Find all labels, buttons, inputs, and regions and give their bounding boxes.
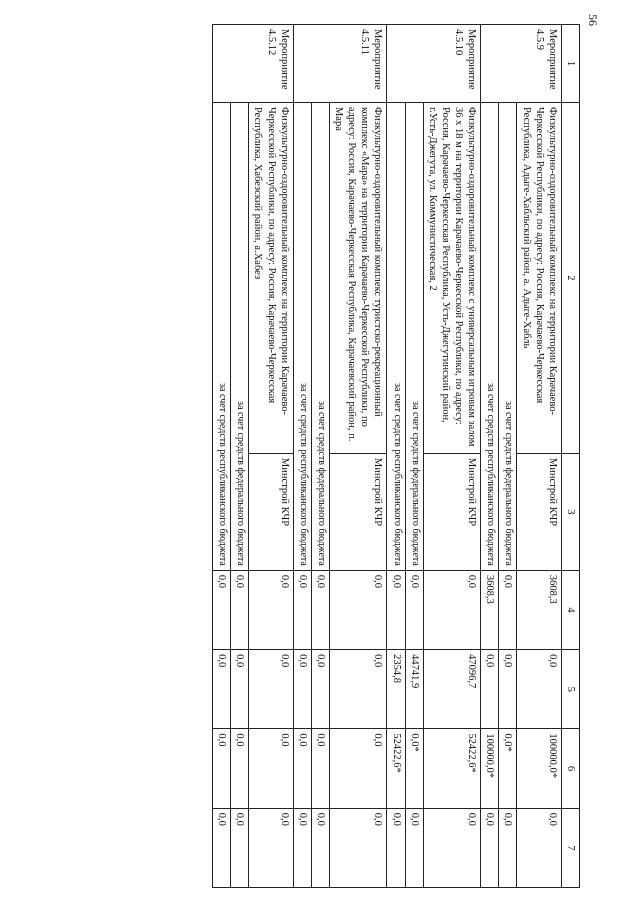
header-row [561, 25, 579, 888]
value-cell: 0,0 [213, 650, 231, 729]
measure-executor: Минстрой КЧР [423, 453, 481, 570]
funding-source-label: за счет средств федерального бюджета [405, 102, 423, 570]
value-cell: 0,0 [517, 650, 561, 729]
value-cell: 0,0 [293, 729, 311, 808]
value-cell: 0,0 [330, 808, 388, 887]
value-cell: 3608,3 [481, 570, 499, 649]
value-cell: 0,0 [387, 570, 405, 649]
value-cell: 100000,0* [517, 729, 561, 808]
value-cell: 0,0* [405, 729, 423, 808]
table-row [330, 25, 388, 888]
funding-source-label: за счет средств федерального бюджета [499, 102, 517, 570]
value-cell: 0,0 [231, 570, 249, 649]
table-subrow [499, 25, 517, 888]
value-cell: 0,0 [311, 650, 329, 729]
measure-id: Мероприятие 4.5.12 [213, 25, 294, 103]
value-cell: 52422,6* [387, 729, 405, 808]
value-cell: 0,0 [311, 808, 329, 887]
value-cell: 0,0 [330, 570, 388, 649]
value-cell: 0,0 [423, 808, 481, 887]
table-row [517, 25, 561, 888]
measure-id: Мероприятие 4.5.9 [481, 25, 562, 103]
value-cell: 52422,6* [423, 729, 481, 808]
header-cell: 6 [561, 729, 579, 808]
value-cell: 0,0 [311, 570, 329, 649]
table-row [423, 25, 481, 888]
table-subrow [213, 25, 231, 888]
value-cell: 0,0 [499, 570, 517, 649]
funding-source-label: за счет средств республиканского бюджета [481, 102, 499, 570]
header-cell: 7 [561, 808, 579, 887]
header-cell: 4 [561, 570, 579, 649]
header-cell: 3 [561, 453, 579, 570]
value-cell: 0,0 [249, 808, 293, 887]
table-subrow [231, 25, 249, 888]
value-cell: 0,0 [293, 570, 311, 649]
value-cell: 3608,3 [517, 570, 561, 649]
document-sheet [44, 24, 580, 888]
measure-id: Мероприятие 4.5.11 [293, 25, 387, 103]
value-cell: 0,0 [423, 570, 481, 649]
page-number: 56 [586, 14, 600, 26]
value-cell: 0,0 [231, 729, 249, 808]
value-cell: 0,0 [213, 808, 231, 887]
value-cell: 0,0 [249, 570, 293, 649]
value-cell: 0,0 [517, 808, 561, 887]
value-cell: 0,0 [293, 650, 311, 729]
value-cell: 0,0 [481, 808, 499, 887]
value-cell: 0,0 [231, 650, 249, 729]
value-cell: 2354,8 [387, 650, 405, 729]
table-subrow [405, 25, 423, 888]
funding-source-label: за счет средств республиканского бюджета [213, 102, 231, 570]
value-cell: 0,0 [311, 729, 329, 808]
measure-executor: Минстрой КЧР [330, 453, 388, 570]
measure-description: Физкультурно-оздоровительный комплекс туристско-рекреационный комплекс «Мара» на территории Карачаево-Черкесской Республики, по адресу: Россия, Карачаево-Черкесская Республика, Карачаевский район, п. Мара [330, 102, 388, 453]
program-table [212, 24, 580, 888]
header-cell: 1 [561, 25, 579, 103]
measure-description: Физкультурно-оздоровительный комплекс с универсальным игровым залом 36 х 18 м на территории Карачаево-Черкесской Республики, по адресу: Россия, Карачаево-Черкесская Республика, Усть-Джегутинский район, г.Усть-Джегута, ул. Коммунистическая, 2 [423, 102, 481, 453]
measure-description: Физкультурно-оздоровительный комплекс на территории Карачаево-Черкесской Республики, по адресу: Россия, Карачаево-Черкесская Республика, Адыге-Хабльский район, а. Адыге-Хабль [517, 102, 561, 453]
table-row [249, 25, 293, 888]
value-cell: 0,0* [499, 729, 517, 808]
value-cell: 0,0 [249, 729, 293, 808]
funding-source-label: за счет средств федерального бюджета [311, 102, 329, 570]
value-cell: 0,0 [213, 570, 231, 649]
value-cell: 0,0 [330, 650, 388, 729]
value-cell: 0,0 [249, 650, 293, 729]
header-cell: 2 [561, 102, 579, 453]
value-cell: 0,0 [405, 570, 423, 649]
measure-description: Физкультурно-оздоровительный комплекс на территории Карачаево-Черкесской Республики, по адресу: Россия, Карачаево-Черкесская Республика, Хабезский район, а.Хабез [249, 102, 293, 453]
header-cell: 5 [561, 650, 579, 729]
measure-executor: Минстрой КЧР [517, 453, 561, 570]
value-cell: 0,0 [499, 808, 517, 887]
funding-source-label: за счет средств республиканского бюджета [387, 102, 405, 570]
value-cell: 100000,0* [481, 729, 499, 808]
value-cell: 0,0 [481, 650, 499, 729]
value-cell: 47096,7 [423, 650, 481, 729]
value-cell: 0,0 [330, 729, 388, 808]
value-cell: 0,0 [405, 808, 423, 887]
measure-executor: Минстрой КЧР [249, 453, 293, 570]
value-cell: 0,0 [231, 808, 249, 887]
funding-source-label: за счет средств федерального бюджета [231, 102, 249, 570]
funding-source-label: за счет средств республиканского бюджета [293, 102, 311, 570]
value-cell: 0,0 [213, 729, 231, 808]
value-cell: 0,0 [387, 808, 405, 887]
table-subrow [481, 25, 499, 888]
rotated-table-wrapper [44, 24, 580, 888]
table-subrow [311, 25, 329, 888]
table-subrow [293, 25, 311, 888]
value-cell: 0,0 [293, 808, 311, 887]
measure-id: Мероприятие 4.5.10 [387, 25, 481, 103]
value-cell: 44741,9 [405, 650, 423, 729]
value-cell: 0,0 [499, 650, 517, 729]
table-subrow [387, 25, 405, 888]
